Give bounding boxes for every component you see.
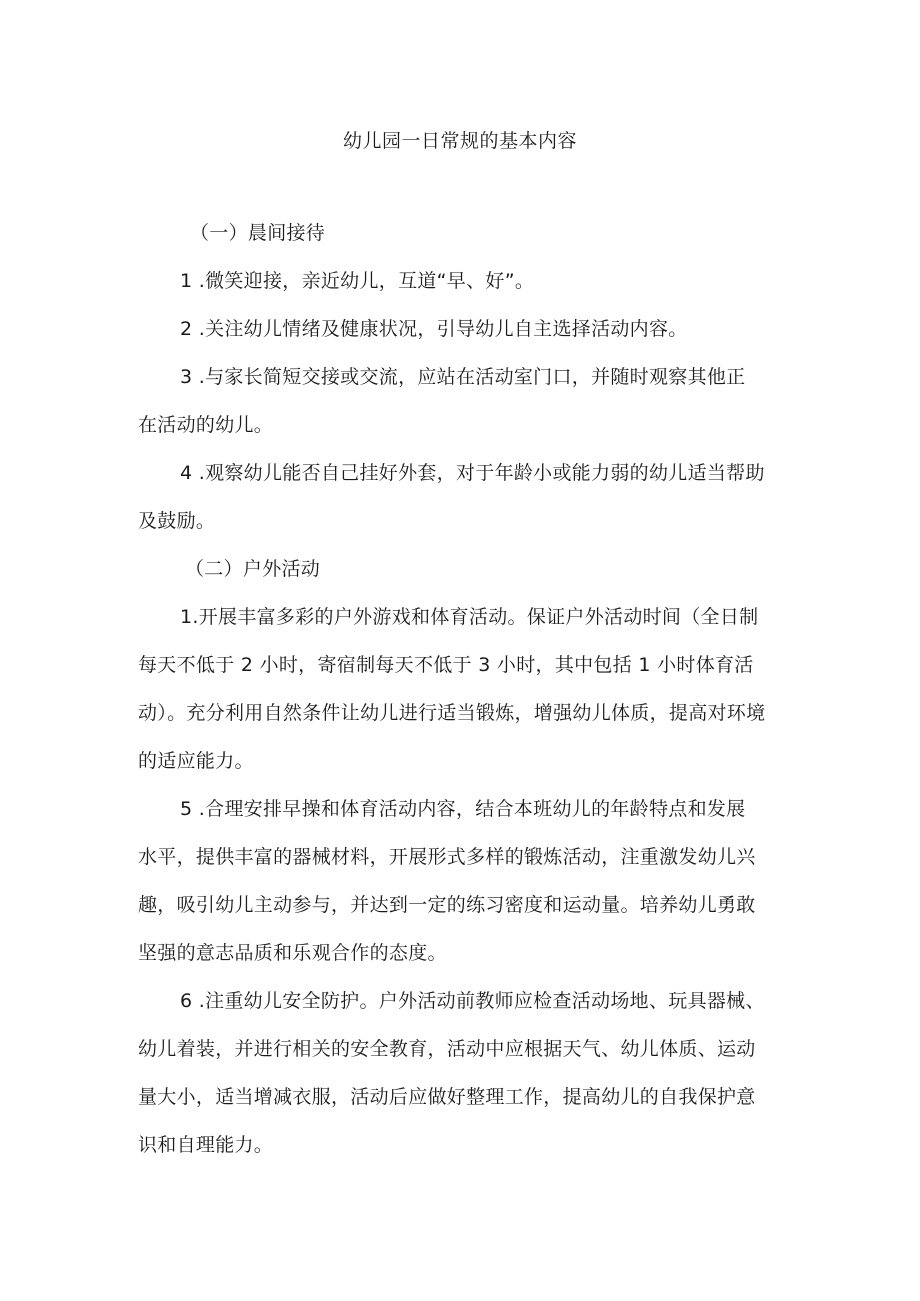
paragraph-line: 动）。充分利用自然条件让幼儿进行适当锻炼，增强幼儿体质，提高对环境 [138, 702, 766, 724]
paragraph-line: 1.开展丰富多彩的户外游戏和体育活动。保证户外活动时间（全日制 [180, 606, 759, 628]
paragraph-line: 水平，提供丰富的器械材料，开展形式多样的锻炼活动，注重激发幼儿兴 [138, 846, 756, 868]
section-heading-morning: （一）晨间接待 [190, 222, 326, 244]
paragraph-line: 4 .观察幼儿能否自己挂好外套，对于年龄小或能力弱的幼儿适当帮助 [180, 462, 765, 484]
paragraph-line: 幼儿着装，并进行相关的安全教育，活动中应根据天气、幼儿体质、运动 [138, 1038, 756, 1060]
paragraph-line: 趣，吸引幼儿主动参与，并达到一定的练习密度和运动量。培养幼儿勇敢 [138, 894, 756, 916]
paragraph-line: 2 .关注幼儿情绪及健康状况，引导幼儿自主选择活动内容。 [180, 318, 688, 340]
paragraph-line: 在活动的幼儿。 [138, 414, 274, 436]
page-title: 幼儿园一日常规的基本内容 [342, 130, 577, 152]
paragraph-line: 3 .与家长简短交接或交流，应站在活动室门口，并随时观察其他正 [180, 366, 746, 388]
paragraph-line: 5 .合理安排早操和体育活动内容，结合本班幼儿的年龄特点和发展 [180, 798, 746, 820]
paragraph-line: 的适应能力。 [138, 750, 254, 772]
paragraph-line: 及鼓励。 [138, 510, 216, 532]
paragraph-line: 坚强的意志品质和乐观合作的态度。 [138, 942, 447, 964]
paragraph-line: 6 .注重幼儿安全防护。户外活动前教师应检查活动场地、玩具器械、 [180, 990, 765, 1012]
paragraph-line: 量大小，适当增减衣服，活动后应做好整理工作，提高幼儿的自我保护意 [138, 1086, 756, 1108]
paragraph-line: 1 .微笑迎接，亲近幼儿，互道“早、好”。 [180, 270, 535, 292]
paragraph-line: 每天不低于 2 小时，寄宿制每天不低于 3 小时，其中包括 1 小时体育活 [138, 654, 754, 676]
section-heading-outdoor: （二）户外活动 [185, 558, 321, 580]
paragraph-line: 识和自理能力。 [138, 1134, 274, 1156]
